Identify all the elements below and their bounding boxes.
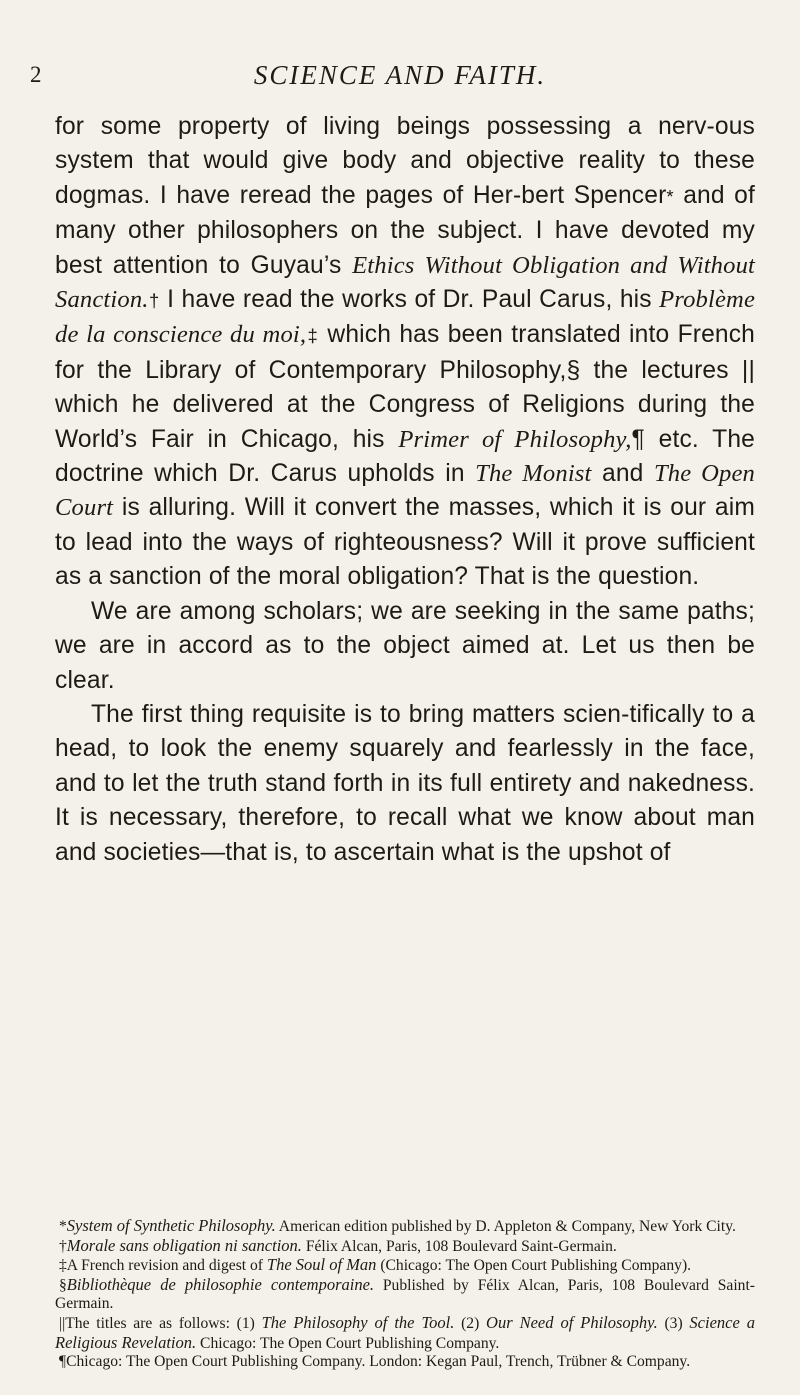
periodical-title: The Monist xyxy=(475,460,592,488)
text-run: the lectures xyxy=(580,356,742,384)
paragraph-2: We are among scholars; we are seeking in the same paths; we are in accord as to the object aimed at. Let us then be clear. xyxy=(55,597,755,694)
footnote-mark: § xyxy=(59,1276,67,1294)
footnote-ref-parallel: || xyxy=(741,356,755,384)
footnote-3 xyxy=(55,1256,755,1276)
footnote-text: The titles are as follows: (1) xyxy=(65,1314,262,1332)
footnote-text: Félix Alcan, Paris, 108 Boulevard Saint-Germain. xyxy=(301,1237,617,1255)
footnote-text: (3) xyxy=(657,1314,690,1332)
text-run: for some property of living beings possessing a nerv-ous system that would give body and objective reality to these dogmas. I have reread the pages of Her-bert Spencer xyxy=(55,113,755,209)
footnote-mark: † xyxy=(59,1237,67,1255)
footnote-1 xyxy=(55,1217,755,1237)
footnote-mark: || xyxy=(59,1314,66,1332)
footnote-ref-section: § xyxy=(566,356,581,384)
footnote-ref-asterisk: * xyxy=(666,185,674,207)
text-run: and of many other philosophers on the subject. I have devoted my best attention to Guyau’s xyxy=(55,181,755,279)
paragraph-1 xyxy=(55,110,755,595)
footnote-5 xyxy=(55,1314,755,1353)
periodical-title: The Open Court xyxy=(55,460,756,522)
footnote-text: (Chicago: The Open Court Publishing Company). xyxy=(376,1257,692,1275)
footnote-text: A French revision and digest of xyxy=(66,1257,267,1275)
footnote-mark: * xyxy=(59,1218,67,1235)
footnote-text: (2) xyxy=(454,1314,487,1332)
footnote-title: The Soul of Man xyxy=(266,1255,377,1275)
footnote-title: The Philosophy of the Tool. xyxy=(261,1312,455,1332)
footnote-text: Chicago: The Open Court Publishing Company. London: Kegan Paul, Trench, Trübner & Company. xyxy=(66,1353,691,1371)
footnote-text: American edition published by D. Appleton & Company, New York City. xyxy=(275,1218,736,1235)
paragraph-3: The first thing requisite is to bring matters scien-tifically to a head, to look the enemy squarely and fearlessly in the face, and to let the truth stand forth in its full entirety and nakedness. It is necessary, therefore, to recall what we know about man and societies—that is, to ascertain what is the upshot of xyxy=(55,700,755,866)
footnote-title: Our Need of Philosophy. xyxy=(486,1312,658,1332)
footnotes xyxy=(55,1217,755,1372)
text-run: is alluring. Will it convert the masses, which it is our aim to lead into the ways of righteousness? Will it prove sufficient as a sanction of the moral obligation? That is the question. xyxy=(55,494,755,591)
text-run: etc. The doctrine which Dr. Carus upholds in xyxy=(55,425,756,488)
footnote-2 xyxy=(55,1237,755,1257)
page-number: 2 xyxy=(30,62,42,87)
footnote-4 xyxy=(55,1276,755,1314)
text-run: I have read the works of Dr. Paul Carus, his xyxy=(159,286,660,314)
footnote-ref-pilcrow: ¶ xyxy=(631,425,645,453)
book-title: Problème de la conscience du moi, xyxy=(55,286,756,349)
body-text xyxy=(55,110,755,870)
footnote-title: Science a Religious Revelation. xyxy=(55,1312,756,1352)
text-run: which he delivered at the Congress of Religions during the World’s Fair in Chicago, his xyxy=(55,391,755,453)
footnote-ref-dagger: † xyxy=(148,290,160,312)
book-title: Primer of Philosophy, xyxy=(398,425,632,453)
text-run: which has been translated into French for the Library of Contemporary Philosophy, xyxy=(55,321,756,384)
footnote-text: Published by Félix Alcan, Paris, 108 Boulevard Saint-Germain. xyxy=(55,1276,755,1313)
text-run: and xyxy=(591,460,654,488)
footnote-title: System of Synthetic Philosophy. xyxy=(66,1216,276,1235)
footnote-text: Chicago: The Open Court Publishing Company. xyxy=(196,1334,500,1352)
footnote-ref-double-dagger: ‡ xyxy=(306,325,320,347)
book-title: Ethics Without Obligation and Without Sanction. xyxy=(55,251,756,314)
footnote-mark: ¶ xyxy=(59,1353,67,1371)
footnote-6 xyxy=(55,1353,755,1372)
footnote-title: Bibliothèque de philosophie contemporaine. xyxy=(66,1274,375,1294)
footnote-title: Morale sans obligation ni sanction. xyxy=(66,1235,302,1255)
running-title: SCIENCE AND FAITH. xyxy=(253,60,547,90)
footnote-mark: ‡ xyxy=(59,1257,67,1275)
